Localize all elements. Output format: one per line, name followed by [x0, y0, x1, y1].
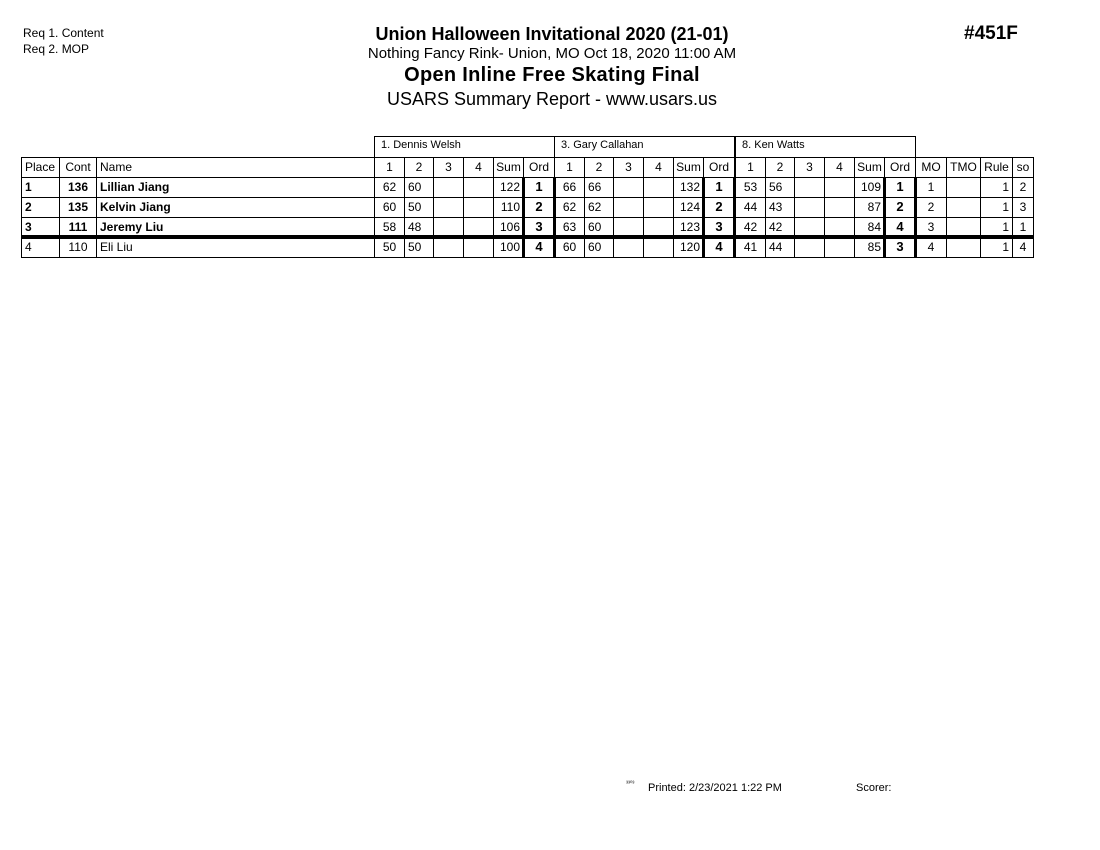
cell-tmo	[946, 237, 981, 258]
col-header-j1-s2: 3	[433, 157, 464, 178]
requirement-2: Req 2. MOP	[23, 42, 90, 56]
cell-cont: 136	[59, 177, 97, 198]
cell-rule: 1	[980, 197, 1013, 218]
cell-j1-s0: 58	[374, 217, 405, 238]
cell-j3-s1: 43	[765, 197, 795, 218]
cell-j2-s3	[643, 197, 674, 218]
cell-rule: 1	[980, 177, 1013, 198]
cell-so: 1	[1012, 217, 1034, 238]
cell-j3-s3	[824, 197, 855, 218]
cell-j1-s1: 50	[404, 197, 434, 218]
cell-j2-s2	[613, 237, 644, 258]
cell-j2-s0: 63	[554, 217, 585, 238]
competition-title: Union Halloween Invitational 2020 (21-01)	[375, 24, 729, 44]
cell-j3-s3	[824, 177, 855, 198]
cell-name: Kelvin Jiang	[96, 197, 375, 218]
cell-j2-s3	[643, 237, 674, 258]
col-header-j1-s0: 1	[374, 157, 405, 178]
cell-j3-sum: 109	[854, 177, 885, 198]
cell-j3-ord: 2	[884, 197, 916, 218]
ord-separator	[883, 177, 886, 258]
cell-j2-s0: 66	[554, 177, 585, 198]
cell-rule: 1	[980, 237, 1013, 258]
cell-cont: 111	[59, 217, 97, 238]
cell-name: Eli Liu	[96, 237, 375, 258]
cell-j2-ord: 4	[703, 237, 735, 258]
ord-separator	[733, 177, 736, 258]
venue-line: Nothing Fancy Rink- Union, MO Oct 18, 2020 11:00 AM	[367, 45, 737, 62]
judge-name-3: 8. Ken Watts	[735, 136, 916, 158]
cell-mo: 4	[915, 237, 947, 258]
ord-separator	[914, 177, 917, 258]
cell-j1-s1: 48	[404, 217, 434, 238]
cell-j1-s2	[433, 237, 464, 258]
cell-j3-s2	[794, 177, 825, 198]
cell-mo: 2	[915, 197, 947, 218]
cell-j3-ord: 1	[884, 177, 916, 198]
cell-j2-s2	[613, 197, 644, 218]
cell-j3-s0: 42	[735, 217, 766, 238]
cell-mo: 1	[915, 177, 947, 198]
podium-separator	[21, 235, 1034, 239]
cell-j3-ord: 3	[884, 237, 916, 258]
cell-j1-ord: 4	[523, 237, 555, 258]
cell-place: 4	[21, 237, 60, 258]
cell-j1-s1: 60	[404, 177, 434, 198]
cell-j1-sum: 100	[493, 237, 524, 258]
cell-so: 2	[1012, 177, 1034, 198]
col-header-j3-s3: 4	[824, 157, 855, 178]
cell-j3-s1: 56	[765, 177, 795, 198]
col-header-so: so	[1012, 157, 1034, 178]
scorer-label: Scorer:	[856, 782, 892, 794]
event-code: #451F	[964, 23, 1018, 44]
cell-j1-s1: 50	[404, 237, 434, 258]
cell-j2-s1: 60	[584, 217, 614, 238]
col-header-j3-s1: 2	[765, 157, 795, 178]
cell-j2-s2	[613, 177, 644, 198]
cell-j3-sum: 87	[854, 197, 885, 218]
ord-separator	[553, 177, 556, 258]
cell-j3-sum: 84	[854, 217, 885, 238]
cell-so: 4	[1012, 237, 1034, 258]
ord-separator	[522, 177, 525, 258]
cell-j1-ord: 2	[523, 197, 555, 218]
col-header-cont: Cont	[59, 157, 97, 178]
col-header-j2-s0: 1	[554, 157, 585, 178]
col-header-mo: MO	[915, 157, 947, 178]
cell-j3-s0: 53	[735, 177, 766, 198]
col-header-j2-s1: 2	[584, 157, 614, 178]
cell-rule: 1	[980, 217, 1013, 238]
cell-j1-s2	[433, 197, 464, 218]
cell-j3-s2	[794, 197, 825, 218]
col-header-j1-ord: Ord	[523, 157, 555, 178]
cell-tmo	[946, 177, 981, 198]
cell-cont: 135	[59, 197, 97, 218]
col-header-rule: Rule	[980, 157, 1013, 178]
cell-j2-sum: 120	[673, 237, 704, 258]
col-header-j3-s0: 1	[735, 157, 766, 178]
cell-j2-s3	[643, 177, 674, 198]
cell-tmo	[946, 197, 981, 218]
cell-j1-s0: 62	[374, 177, 405, 198]
cell-cont: 110	[59, 237, 97, 258]
cell-place: 2	[21, 197, 60, 218]
cell-j1-ord: 3	[523, 217, 555, 238]
cell-place: 3	[21, 217, 60, 238]
col-header-tmo: TMO	[946, 157, 981, 178]
cell-j3-s3	[824, 237, 855, 258]
cell-j2-ord: 2	[703, 197, 735, 218]
col-header-j1-s1: 2	[404, 157, 434, 178]
event-name: Open Inline Free Skating Final	[404, 64, 700, 86]
cell-j3-s0: 44	[735, 197, 766, 218]
col-header-j3-ord: Ord	[884, 157, 916, 178]
cell-j1-sum: 106	[493, 217, 524, 238]
cell-name: Lillian Jiang	[96, 177, 375, 198]
cell-j1-sum: 110	[493, 197, 524, 218]
cell-j3-s2	[794, 237, 825, 258]
cell-j3-s0: 41	[735, 237, 766, 258]
cell-j3-s1: 42	[765, 217, 795, 238]
cell-j1-s0: 60	[374, 197, 405, 218]
cell-place: 1	[21, 177, 60, 198]
cell-so: 3	[1012, 197, 1034, 218]
cell-j2-s0: 60	[554, 237, 585, 258]
cell-j2-sum: 123	[673, 217, 704, 238]
col-header-name: Name	[96, 157, 375, 178]
cell-j2-sum: 132	[673, 177, 704, 198]
cell-j2-s0: 62	[554, 197, 585, 218]
cell-j2-sum: 124	[673, 197, 704, 218]
cell-name: Jeremy Liu	[96, 217, 375, 238]
cell-j3-ord: 4	[884, 217, 916, 238]
cell-j2-s1: 62	[584, 197, 614, 218]
col-header-j1-s3: 4	[463, 157, 494, 178]
cell-j1-s2	[433, 177, 464, 198]
requirement-1: Req 1. Content	[23, 26, 104, 40]
cell-j1-sum: 122	[493, 177, 524, 198]
cell-j2-ord: 1	[703, 177, 735, 198]
col-header-j2-s3: 4	[643, 157, 674, 178]
col-header-j2-sum: Sum	[673, 157, 704, 178]
col-header-j3-s2: 3	[794, 157, 825, 178]
col-header-j2-ord: Ord	[703, 157, 735, 178]
cell-j1-s0: 50	[374, 237, 405, 258]
judge-name-1: 1. Dennis Welsh	[374, 136, 555, 158]
cell-j1-ord: 1	[523, 177, 555, 198]
col-header-place: Place	[21, 157, 60, 178]
cell-j3-s1: 44	[765, 237, 795, 258]
requirements-list	[23, 25, 104, 57]
cell-j2-s1: 66	[584, 177, 614, 198]
cell-j1-s3	[463, 197, 494, 218]
cell-j2-s1: 60	[584, 237, 614, 258]
ord-separator	[702, 177, 705, 258]
cell-j1-s3	[463, 177, 494, 198]
cell-j3-sum: 85	[854, 237, 885, 258]
report-mark: ³³⁰³	[626, 781, 635, 787]
cell-mo: 3	[915, 217, 947, 238]
col-header-j2-s2: 3	[613, 157, 644, 178]
col-header-j3-sum: Sum	[854, 157, 885, 178]
col-header-j1-sum: Sum	[493, 157, 524, 178]
report-name: USARS Summary Report - www.usars.us	[386, 89, 718, 109]
judge-name-2: 3. Gary Callahan	[554, 136, 735, 158]
cell-j2-ord: 3	[703, 217, 735, 238]
printed-timestamp: Printed: 2/23/2021 1:22 PM	[648, 782, 782, 794]
cell-j1-s3	[463, 237, 494, 258]
